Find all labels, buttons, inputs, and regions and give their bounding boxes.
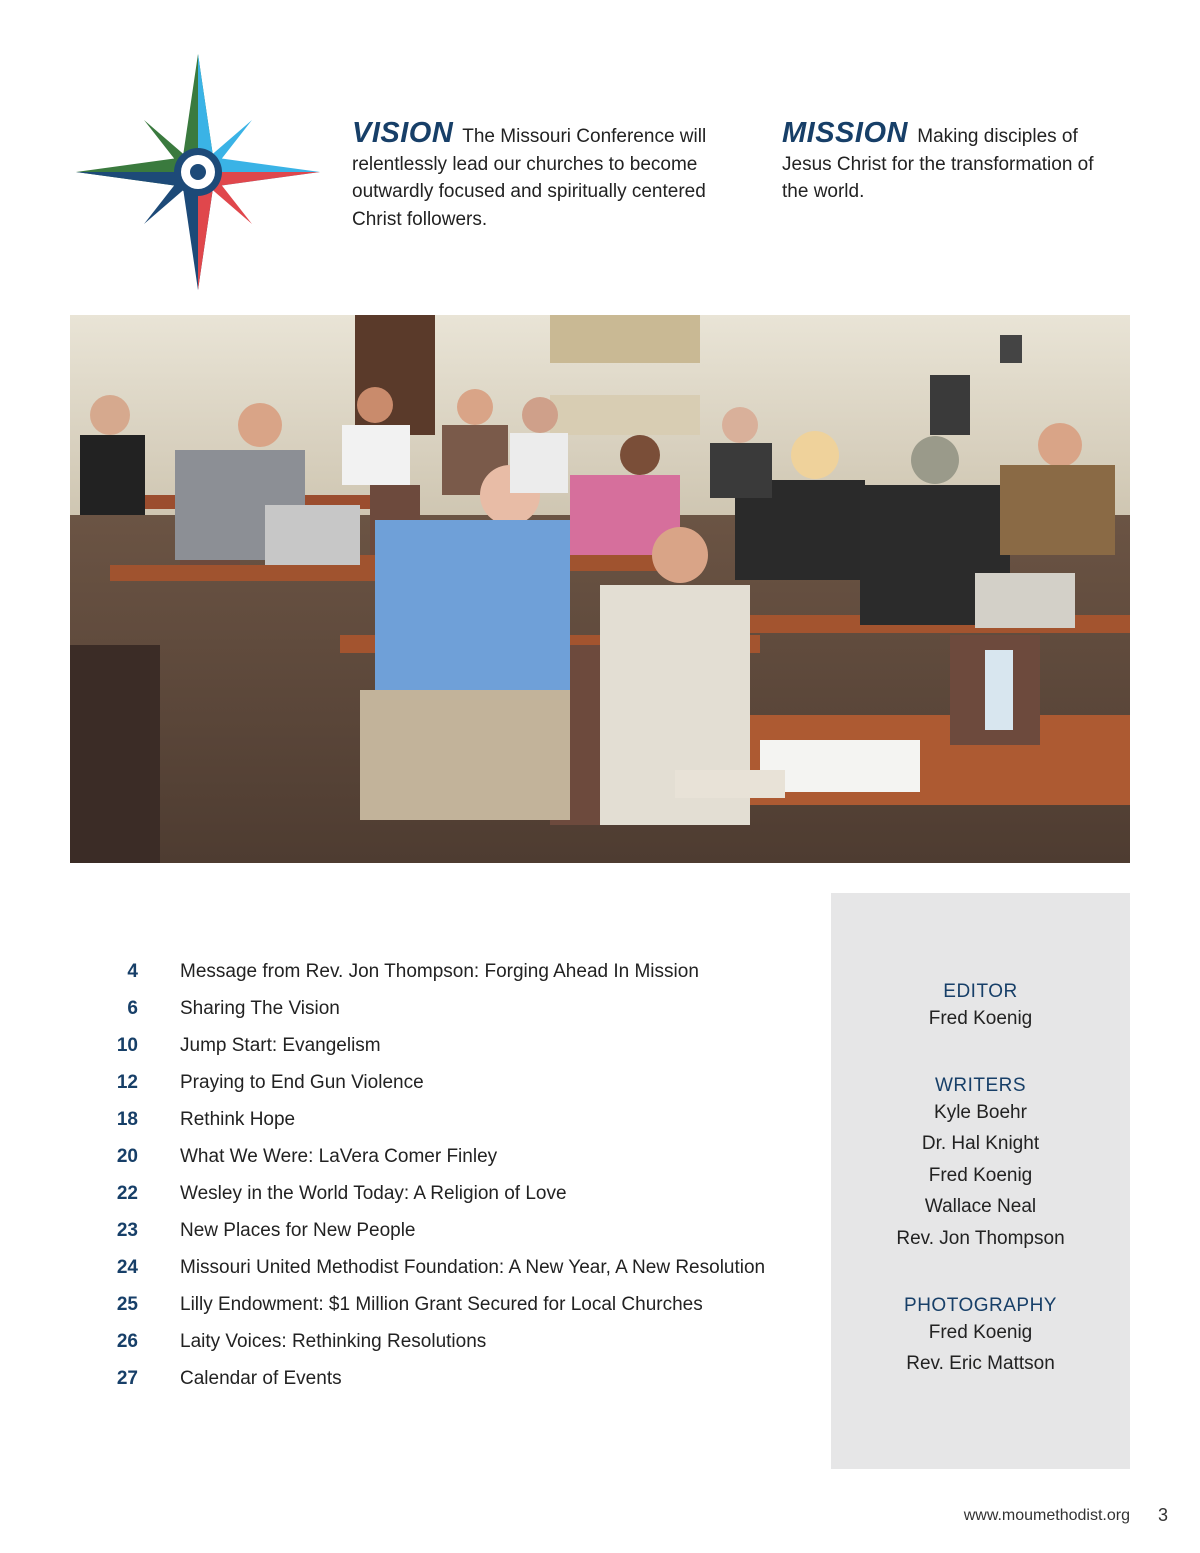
toc-title: Laity Voices: Rethinking Resolutions [180,1331,487,1352]
mission-statement [782,117,1112,206]
toc-title: Praying to End Gun Violence [180,1072,424,1093]
writer-name: Kyle Boehr [934,1102,1027,1123]
toc-title: Rethink Hope [180,1109,296,1130]
photographer-name: Rev. Eric Mattson [906,1353,1055,1375]
toc-title: Wesley in the World Today: A Religion of Love [180,1183,567,1204]
writer-name: Rev. Jon Thompson [896,1227,1065,1249]
toc-page-number: 22 [116,1183,138,1204]
photographer-name: Fred Koenig [928,1322,1033,1343]
writers-section [831,1075,1130,1254]
toc-title: Calendar of Events [180,1368,342,1389]
toc-page-number: 24 [116,1257,138,1278]
editor-name: Fred Koenig [928,1008,1033,1029]
toc-title: Missouri United Methodist Foundation: A New Year, A New Resolution [180,1257,766,1278]
compass-star-icon [76,54,320,290]
toc-title: Lilly Endowment: $1 Million Grant Secured for Local Churches [180,1294,703,1315]
toc-page-number: 25 [116,1294,138,1315]
toc-page-number: 20 [116,1146,138,1167]
writer-name: Fred Koenig [928,1164,1033,1186]
toc-title: New Places for New People [180,1220,416,1241]
photography-section [831,1295,1130,1380]
toc-page-number: 18 [116,1109,138,1130]
vision-statement [352,117,747,233]
toc-page-number: 10 [116,1035,138,1056]
toc-page-number: 6 [127,998,138,1019]
toc-page-number: 27 [116,1368,138,1389]
vision-text: The Missouri Conference will relentlessly lead our churches to become outwardly focused and spiritually centered Christ followers. [352,126,707,230]
toc-page-number: 12 [116,1072,138,1093]
toc-title: Sharing The Vision [180,998,340,1019]
editor-heading: EDITOR [943,981,1018,1002]
toc-page-number: 4 [127,961,138,982]
toc-title: Message from Rev. Jon Thompson: Forging Ahead In Mission [180,961,699,982]
toc-title: What We Were: LaVera Comer Finley [180,1146,498,1167]
photography-heading: PHOTOGRAPHY [904,1295,1057,1316]
credits-box [831,893,1130,1469]
footer-url[interactable]: www.moumethodist.org [963,1507,1130,1524]
meeting-room-photo [70,315,1130,863]
editor-section [831,981,1130,1034]
page-number: 3 [1158,1505,1169,1525]
toc-page-number: 23 [116,1220,138,1241]
writer-name: Dr. Hal Knight [921,1133,1040,1155]
toc-title: Jump Start: Evangelism [180,1035,381,1056]
toc-page-number: 26 [116,1331,138,1352]
writer-name: Wallace Neal [924,1196,1037,1218]
vision-label: VISION [352,117,454,149]
mission-label: MISSION [782,117,908,149]
writers-heading: WRITERS [934,1075,1027,1096]
mission-text: Making disciples of Jesus Christ for the transformation of the world. [782,126,1094,202]
